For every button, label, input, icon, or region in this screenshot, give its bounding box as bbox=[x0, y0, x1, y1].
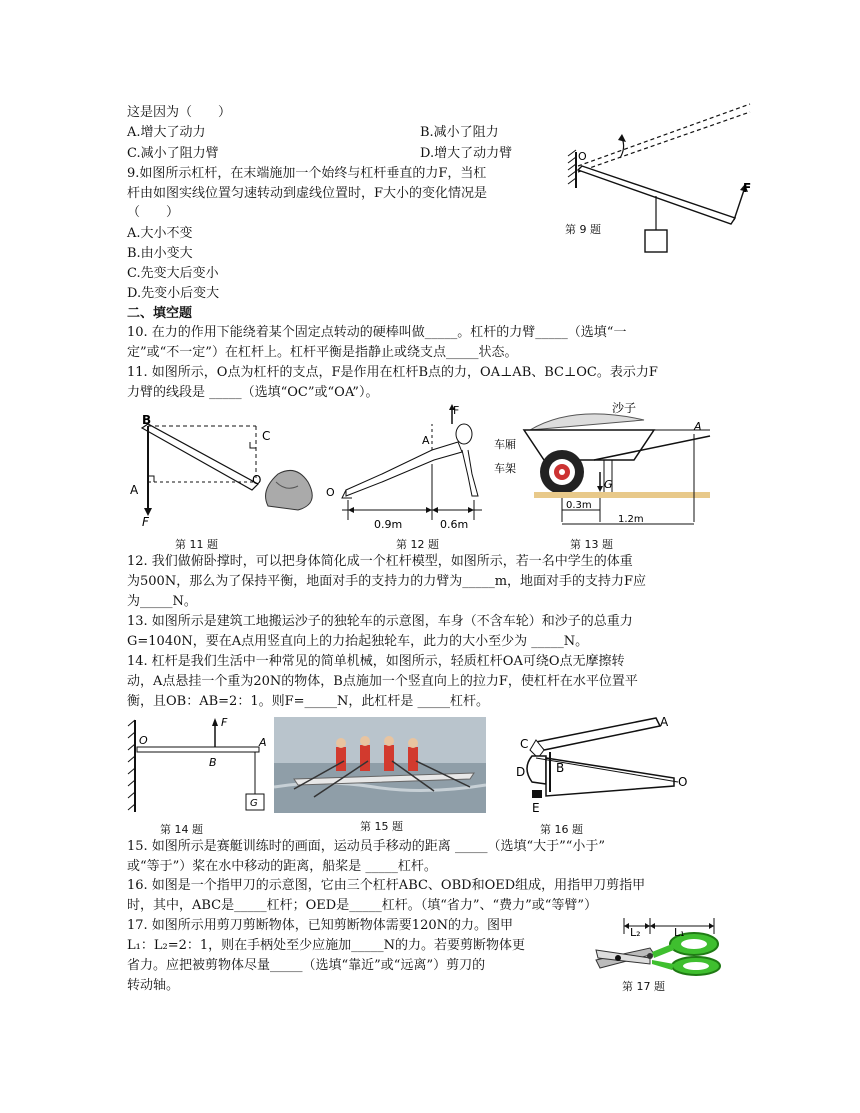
q9-line2: 杆由如图实线位置匀速转动到虚线位置时，F大小的变化情况是 bbox=[127, 186, 488, 201]
fig16-label-c: C bbox=[520, 737, 529, 751]
q8-option-b: B.减小了阻力 bbox=[420, 125, 499, 140]
q9-option-d: D.先变小后变大 bbox=[127, 286, 220, 301]
fig9-label-o: O bbox=[578, 150, 587, 163]
q8-option-d: D.增大了动力臂 bbox=[420, 146, 513, 161]
q8-option-a: A.增大了动力 bbox=[127, 125, 206, 140]
figure-13-caption: 第 13 题 bbox=[570, 538, 613, 551]
figure-17-caption: 第 17 题 bbox=[622, 980, 665, 993]
fig12-label-f: F bbox=[453, 404, 460, 417]
q14-line2: 动，A点悬挂一个重为20N的物体，B点施加一个竖直向上的拉力F，使杠杆在水平位置平 bbox=[127, 674, 638, 689]
q17-line2: L₁：L₂=2：1，则在手柄处至少应施加_____N的力。若要剪断物体更 bbox=[127, 938, 525, 953]
figure-15-caption: 第 15 题 bbox=[360, 820, 403, 833]
fig13-label-d1: 0.3m bbox=[566, 500, 592, 511]
fig11-label-c: C bbox=[262, 429, 271, 443]
fig17-label-l1: L₁ bbox=[674, 926, 685, 939]
q8-tail: 这是因为（ ） bbox=[127, 105, 232, 120]
figure-9-caption: 第 9 题 bbox=[565, 223, 601, 236]
fig12-label-o: O bbox=[326, 486, 335, 499]
q9-option-b: B.由小变大 bbox=[127, 246, 193, 261]
fig16-label-o: O bbox=[678, 775, 688, 789]
fig11-label-a: A bbox=[130, 483, 139, 497]
q12-line3: 为_____N。 bbox=[127, 594, 197, 609]
fig14-label-b: B bbox=[209, 756, 217, 769]
fig11-label-b: B bbox=[142, 413, 152, 427]
q12-line1: 12. 我们做俯卧撑时，可以把身体简化成一个杠杆模型，如图所示，若一名中学生的体重 bbox=[127, 554, 633, 569]
fig13-label-a: A bbox=[694, 420, 702, 433]
figure-16-caption: 第 16 题 bbox=[540, 823, 583, 836]
q14-line1: 14. 杠杆是我们生活中一种常见的简单机械，如图所示，轻质杠杆OA可绕O点无摩擦转 bbox=[127, 654, 625, 669]
fig13-label-sand: 沙子 bbox=[612, 401, 637, 415]
q11-line1: 11. 如图所示，O点为杠杆的支点，F是作用在杠杆B点的力，OA⊥AB、BC⊥OC。表示力F bbox=[127, 365, 658, 380]
figure-12-pushup bbox=[322, 404, 492, 530]
q9-option-a: A.大小不变 bbox=[127, 226, 193, 241]
figure-12-caption: 第 12 题 bbox=[396, 538, 439, 551]
figure-17-scissors bbox=[594, 914, 729, 976]
figure-16-nail-clipper bbox=[514, 712, 694, 818]
q17-line1: 17. 如图所示用剪刀剪断物体，已知剪断物体需要120N的力。图甲 bbox=[127, 918, 513, 933]
fig14-label-g: G bbox=[250, 798, 258, 809]
fig12-label-d1: 0.9m bbox=[374, 518, 403, 530]
fig13-label-d2: 1.2m bbox=[618, 514, 644, 525]
q17-line4: 转动轴。 bbox=[127, 978, 180, 993]
fig13-label-frame: 车架 bbox=[494, 462, 516, 475]
section-title: 二、填空题 bbox=[127, 306, 193, 321]
fig14-label-o: O bbox=[139, 734, 148, 747]
fig12-label-a: A bbox=[422, 434, 430, 447]
q11-line2: 力臂的线段是 _____（选填“OC”或“OA”）。 bbox=[127, 385, 379, 400]
fig11-label-f: F bbox=[142, 515, 149, 529]
fig16-label-a: A bbox=[660, 715, 669, 729]
q14-line3: 衡，且OB：AB=2：1。则F=_____N，此杠杆是 _____杠杆。 bbox=[127, 694, 490, 709]
figure-13-wheelbarrow bbox=[494, 400, 714, 530]
q16-line2: 时，其中，ABC是_____杠杆；OED是_____杠杆。（填“省力”、“费力”或“等臂”） bbox=[127, 898, 598, 913]
fig16-label-e: E bbox=[532, 801, 540, 815]
q15-line1: 15. 如图所示是赛艇训练时的画面，运动员手移动的距离 _____（选填“大于”“小于” bbox=[127, 839, 606, 854]
q10-line1: 10. 在力的作用下能绕着某个固定点转动的硬棒叫做_____。杠杆的力臂_____（选填“一 bbox=[127, 325, 627, 340]
fig11-label-o: O bbox=[252, 473, 262, 487]
fig13-label-box: 车厢 bbox=[494, 438, 516, 451]
figure-14-caption: 第 14 题 bbox=[160, 823, 203, 836]
fig14-label-a: A bbox=[259, 736, 267, 749]
figure-11-caption: 第 11 题 bbox=[175, 538, 218, 551]
q15-line2: 或“等于”）桨在水中移动的距离，船桨是 _____杠杆。 bbox=[127, 859, 437, 874]
q13-line1: 13. 如图所示是建筑工地搬运沙子的独轮车的示意图，车身（不含车轮）和沙子的总重力 bbox=[127, 614, 633, 629]
fig16-label-d: D bbox=[516, 765, 526, 779]
figure-15-rowing-photo bbox=[274, 717, 486, 813]
q10-line2: 定”或“不一定”）在杠杆上。杠杆平衡是指静止或绕支点_____状态。 bbox=[127, 345, 518, 360]
q13-line2: G=1040N，要在A点用竖直向上的力抬起独轮车，此力的大小至少为 _____N。 bbox=[127, 634, 589, 649]
fig14-label-f: F bbox=[221, 716, 228, 729]
q12-line2: 为500N，那么为了保持平衡，地面对手的支持力的力臂为_____m，地面对手的支持力F应 bbox=[127, 574, 647, 589]
fig9-label-f: F bbox=[743, 181, 752, 195]
fig12-label-d2: 0.6m bbox=[440, 518, 469, 530]
q16-line1: 16. 如图是一个指甲刀的示意图，它由三个杠杆ABC、OBD和OED组成，用指甲刀剪指甲 bbox=[127, 878, 646, 893]
q9-line3: （ ） bbox=[127, 205, 180, 220]
q9-line1: 9.如图所示杠杆，在末端施加一个始终与杠杆垂直的力F，当杠 bbox=[127, 166, 487, 181]
fig16-label-b: B bbox=[556, 761, 565, 775]
q9-option-c: C.先变大后变小 bbox=[127, 266, 219, 281]
figure-11-lever bbox=[128, 412, 323, 530]
fig17-label-l2: L₂ bbox=[630, 926, 641, 939]
fig13-label-g: G bbox=[604, 478, 613, 491]
figure-14-lever bbox=[125, 714, 275, 816]
q8-option-c: C.减小了阻力臂 bbox=[127, 146, 219, 161]
q17-line3: 省力。应把被剪物体尽量_____（选填“靠近”或“远离”）剪刀的 bbox=[127, 958, 486, 973]
